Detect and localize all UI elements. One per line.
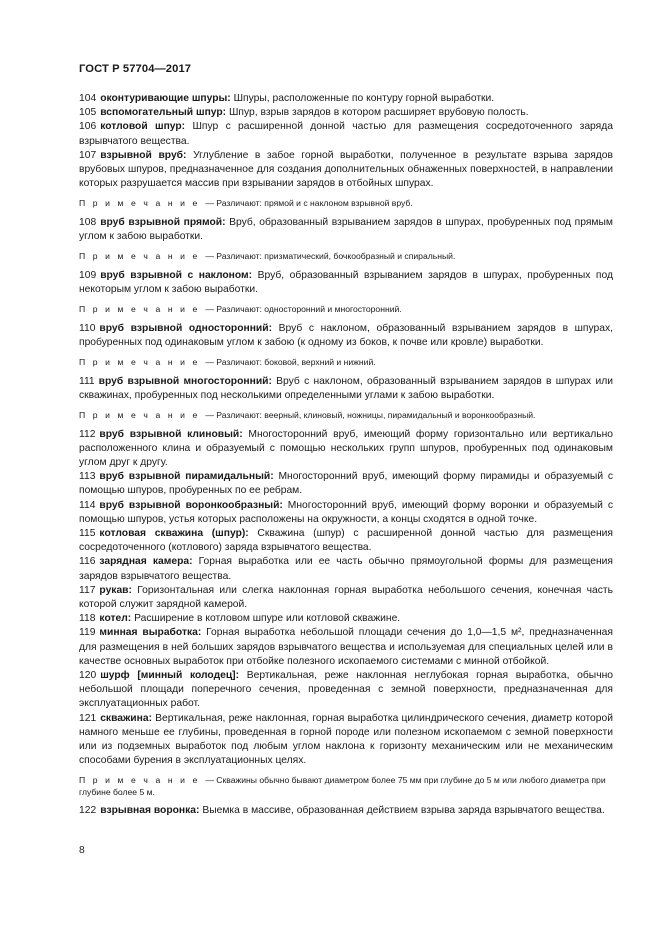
glossary-entry (79, 92, 613, 106)
entry-number: 109 (79, 269, 97, 281)
glossary-entry (79, 428, 613, 471)
entry-definition: Многосторонний вруб, имеющий форму пирамиды и образуемый с помощью шпуров, пробуренных по ее ребрам. (79, 471, 613, 497)
note-label: П р и м е ч а н и е (79, 198, 200, 209)
entry-number: 107 (79, 149, 97, 161)
glossary-entry (79, 375, 613, 403)
note-text: — Различают: односторонний и многосторонний. (205, 304, 402, 315)
entry-term: вруб взрывной односторонний: (99, 322, 273, 334)
entry-definition: Вруб, образованный взрыванием зарядов в шпурах, пробуренных под прямым углом к забою выработки. (79, 216, 613, 243)
glossary-entry (79, 804, 613, 818)
note-text: — Различают: прямой и с наклоном взрывной вруб. (205, 198, 413, 209)
entry-number: 108 (79, 216, 97, 228)
entry-term: вруб взрывной многосторонний: (98, 375, 272, 387)
note-label: П р и м е ч а н и е (79, 775, 200, 786)
entry-definition: Горизонтальная или слегка наклонная горная выработка небольшого сечения, конечная часть которой служит зарядной камерой. (79, 584, 613, 610)
entry-number: 111 (79, 375, 95, 387)
entry-term: котловой шпур: (100, 121, 186, 133)
entry-definition: Выемка в массиве, образованная действием взрыва заряда взрывчатого вещества. (202, 805, 605, 817)
entry-term: скважина: (100, 712, 152, 724)
entry-definition: Углубление в забое горной выработки, полученное в результате взрыва зарядов врубовых шпуров, предназначенное для создания дополнительных обнаженных поверхностей, в направлении которых разрушается массив при взрывании зарядов в отбойных шпурах. (79, 149, 614, 190)
entry-definition: Расширение в котловом шпуре или котловой скважине. (134, 613, 401, 625)
entry-number: 105 (79, 107, 97, 119)
entry-definition: Шпур, взрыв зарядов в котором расширяет врубовую полость. (228, 107, 529, 119)
entry-term: зарядная камера: (99, 556, 193, 568)
entry-term: оконтуривающие шпуры: (100, 93, 231, 104)
note-text: — Различают: призматический, бочкообразный и спиральный. (205, 251, 456, 262)
entry-term: котловая скважина (шпур): (99, 527, 249, 539)
note (79, 198, 613, 210)
glossary-entry (79, 106, 613, 120)
note-label: П р и м е ч а н и е (79, 410, 200, 421)
note-text: — Различают: боковой, верхний и нижний. (205, 357, 376, 368)
note-label: П р и м е ч а н и е (79, 251, 200, 262)
glossary-entry (79, 669, 613, 712)
note (79, 251, 613, 263)
entry-number: 106 (79, 121, 97, 133)
glossary-entry (79, 712, 613, 769)
entry-definition: Скважина (шпур) с расширенной донной частью для размещения сосредоточенного (котлового) заряда взрывчатого вещества. (79, 527, 613, 554)
note (79, 304, 613, 316)
entry-definition: Вруб с наклоном, образованный взрыванием зарядов в шпурах, пробуренных под одинаковым углом к забою (к одному из боков, к почве или кровле) выработки. (79, 322, 613, 348)
glossary-entry (79, 499, 613, 527)
note-label: П р и м е ч а н и е (79, 357, 200, 368)
entry-term: котел: (99, 613, 132, 625)
entry-term: рукав: (99, 584, 132, 596)
note (79, 357, 613, 369)
glossary-entry (79, 216, 613, 244)
entry-number: 121 (79, 712, 97, 724)
entry-number: 114 (79, 499, 96, 511)
entry-definition: Многосторонний вруб, имеющий форму горизонтально или вертикально расположенного клина и образуемый с помощью нескольких групп шпуров, пробуренных под одинаковым углом друг к другу. (79, 428, 613, 468)
entry-term: вспомогательный шпур: (100, 107, 227, 119)
glossary-entry (79, 555, 613, 583)
entry-definition: Вруб, образованный взрыванием зарядов в шпурах, пробуренных под некоторым углом к забою выработки. (79, 269, 613, 296)
entry-term: вруб взрывной клиновый: (99, 428, 243, 440)
entry-number: 113 (79, 471, 96, 483)
page-number: 8 (79, 845, 85, 856)
glossary-entry (79, 120, 613, 148)
glossary-entry (79, 269, 613, 297)
entry-definition: Вертикальная, реже наклонная, горная выработка цилиндрического сечения, диаметр которой намного меньше ее глубины, проведенная в горной породе или полезном ископаемом с земной поверхности или из подземных выработок под любым углом наклона к горизонту механическим или не механическим способами бурения в эксплуатационных целях. (79, 712, 613, 767)
entry-number: 118 (79, 613, 96, 625)
entry-definition: Горная выработка небольшой площади сечения до 1,0—1,5 м², предназначенная для размещения в ней больших зарядов взрывчатого вещества и используемая для специальных целей или в качестве основных выработок при отбойке полезного ископаемого системами с минной отбойкой. (79, 627, 613, 667)
document-header: ГОСТ Р 57704—2017 (79, 63, 192, 75)
entry-term: вруб взрывной прямой: (100, 216, 226, 228)
entry-definition: Многосторонний вруб, имеющий форму воронки и образуемый с помощью шпуров, устья которых расположены на окружности, а концы сходятся в одной точке. (79, 499, 613, 525)
entry-definition: Шпуры, расположенные по контуру горной выработки. (233, 93, 495, 104)
entry-number: 120 (79, 670, 97, 681)
glossary-entry (79, 527, 613, 555)
entry-term: взрывной вруб: (100, 149, 187, 161)
entry-definition: Горная выработка или ее часть обычно прямоугольной формы для размещения зарядов взрывчатого вещества. (79, 556, 613, 582)
note-text: — Скважины обычно бывают диаметром более 75 мм при глубине до 5 м или любого диаметра при глубине более 5 м. (79, 775, 606, 797)
entry-definition: Вертикальная, реже наклонная неглубокая горная выработка, обычно небольшой площади поперечного сечения, проведенная с земной поверхности, предназначенная для эксплуатационных работ. (79, 670, 613, 710)
glossary-entry (79, 322, 613, 350)
glossary-entry (79, 584, 613, 612)
note (79, 775, 613, 798)
entry-definition: Шпур с расширенной донной частью для размещения сосредоточенного заряда взрывчатого вещества. (79, 121, 613, 147)
entry-number: 122 (79, 805, 97, 817)
entry-number: 119 (79, 627, 96, 639)
entry-term: вруб взрывной с наклоном: (100, 269, 253, 281)
entry-term: вруб взрывной пирамидальный: (99, 471, 274, 483)
entry-number: 110 (79, 322, 96, 334)
entry-definition: Вруб с наклоном, образованный взрыванием зарядов в шпурах или скважинах, пробуренных под несколькими определенными углами к забою выработки. (79, 375, 613, 401)
entry-term: вруб взрывной воронкообразный: (99, 499, 283, 511)
glossary-entry (79, 612, 613, 626)
glossary-entry (79, 149, 613, 192)
glossary-content (79, 92, 613, 819)
glossary-entry (79, 470, 613, 498)
note-label: П р и м е ч а н и е (79, 304, 200, 315)
entry-term: минная выработка: (99, 627, 202, 639)
entry-number: 117 (79, 584, 96, 596)
entry-number: 112 (79, 428, 96, 440)
entry-number: 115 (79, 527, 96, 539)
entry-term: взрывная воронка: (100, 805, 200, 817)
note-text: — Различают: веерный, клиновый, ножницы, пирамидальный и воронкообразный. (205, 410, 536, 421)
note (79, 410, 613, 422)
glossary-entry (79, 626, 613, 669)
entry-number: 116 (79, 556, 96, 568)
entry-term: шурф [минный колодец]: (100, 670, 240, 681)
entry-number: 104 (79, 93, 97, 104)
